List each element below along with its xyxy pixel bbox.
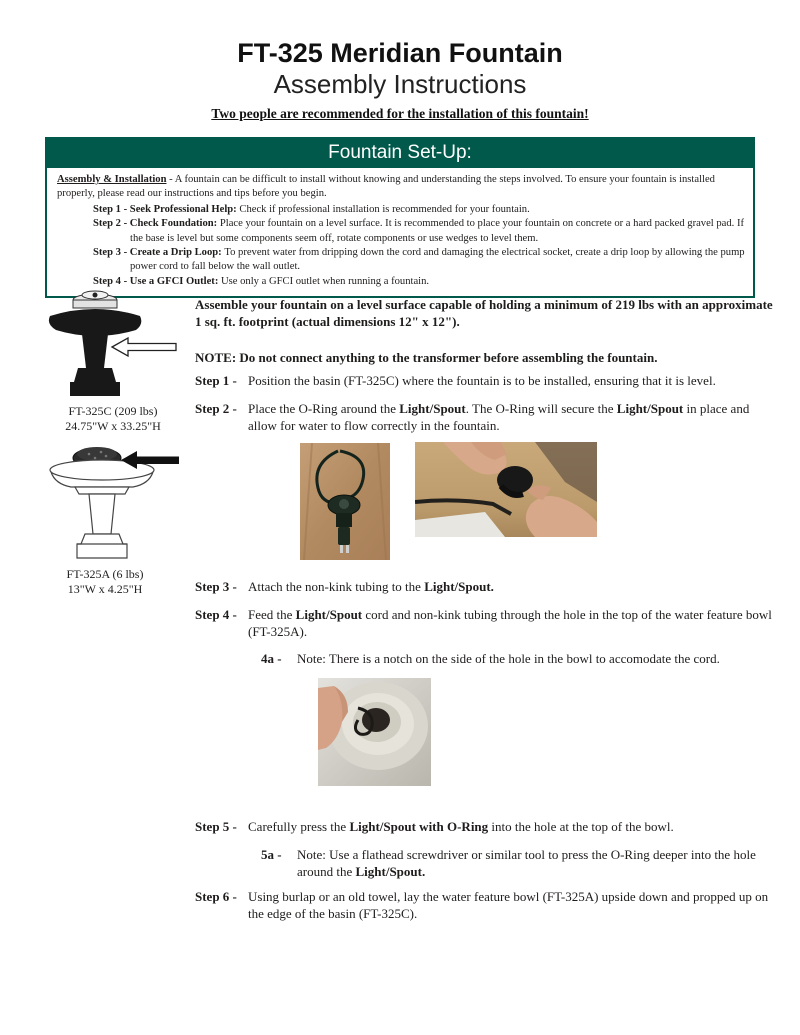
setup-step-2-name: Check Foundation: [129,218,220,230]
assembly-step-4a-text: Note: There is a notch on the side of the hole in the bowl to accomodate the cord. [297,651,720,666]
ft-325a-dimensions: 13"W x 4.25"H [67,581,143,596]
setup-box-body [47,168,753,296]
ft-325c-caption [38,404,188,433]
light-spout-cord-photo [300,443,390,560]
fountain-setup-box [45,137,755,298]
setup-intro-text: - A fountain can be difficult to install without knowing and understanding the steps involved. To ensure your fountain is installed properly, please read our instructions and tips before you begin. [57,174,715,200]
assembly-step-5a-label: 5a - [261,847,282,862]
document-header [0,38,800,122]
setup-step-4-name: Use a GFCI Outlet: [129,275,222,287]
tubing-attachment-photo [415,442,597,537]
assembly-step-3-text: Attach the non-kink tubing to the Light/Spout. [248,579,494,594]
setup-step-4-text: Use only a GFCI outlet when running a fountain. [221,275,430,287]
fountain-base-silhouette [70,368,120,396]
setup-step-3 [93,246,745,275]
ft-325c-dimensions: 24.75"W x 33.25"H [65,418,161,433]
surface-requirement-paragraph: Assemble your fountain on a level surface capable of holding a minimum of 219 lbs with an approximate 1 sq. ft. footprint (actual dimensions 12" x 12"). [195,297,773,329]
ft-325c-model-weight: FT-325C (209 lbs) [68,404,158,418]
assembly-step-5a-text: Note: Use a flathead screwdriver or similar tool to press the O-Ring deeper into the hole around the Light/Spout. [297,847,756,879]
ft-325c-fountain-illustration [48,290,188,404]
transformer-note: NOTE: Do not connect anything to the transformer before assembling the fountain. [195,350,658,365]
ft-325a-caption [25,567,185,596]
setup-step-1-label: Step 1 - [93,203,130,215]
setup-step-3-name: Create a Drip Loop: [129,247,225,259]
setup-intro-label: Assembly & Installation [57,174,167,185]
setup-step-1-text: Check if professional installation is recommended for your fountain. [239,203,530,215]
assembly-step-1-text: Position the basin (FT-325C) where the fountain is to be installed, ensuring that it is level. [248,373,716,388]
setup-step-2-text: Place your fountain on a level surface. It is recommended to place your fountain on concrete or a hard packed gravel pad. If the base is level but some components seem off, rotate components or use wedges to level them. [130,218,745,244]
ft-325a-bowl-illustration [45,442,185,566]
bowl-hole-photo [318,678,431,786]
setup-step-4-label: Step 4 - [93,275,130,287]
page-title: FT-325 Meridian Fountain [237,38,563,68]
setup-step-3-label: Step 3 - [93,247,130,259]
assembly-step-5-label: Step 5 - [195,819,237,834]
assembly-step-6-text: Using burlap or an old towel, lay the water feature bowl (FT-325A) upside down and propped up on the edge of the basin (FT-325C). [248,889,769,921]
setup-step-3-text: To prevent water from dripping down the cord and damaging the electrical socket, create a drip loop by allowing the pump power cord to fall below the wall outlet. [130,247,745,273]
assembly-step-6-label: Step 6 - [195,889,237,904]
left-arrow-outline-icon [112,338,176,356]
assembly-step-2-text: Place the O-Ring around the Light/Spout. The O-Ring will secure the Light/Spout in place and allow for water to flow correctly in the fountain. [248,401,750,433]
setup-step-2-label: Step 2 - [93,218,130,230]
assembly-step-4a-label: 4a - [261,651,282,666]
assembly-step-3 [195,578,781,595]
page-subtitle: Assembly Instructions [273,69,527,99]
fountain-pedestal-silhouette [82,334,108,368]
assembly-step-5-text: Carefully press the Light/Spout with O-Ring into the hole at the top of the bowl. [248,819,674,834]
setup-box-title: Fountain Set-Up: [47,139,753,168]
assembly-step-4 [195,606,781,640]
assembly-step-5 [195,818,781,835]
fountain-bowl-silhouette [49,309,141,336]
assembly-step-6 [195,888,781,922]
two-person-recommendation: Two people are recommended for the installation of this fountain! [211,106,589,121]
assembly-step-5a [261,846,781,880]
setup-step-1-name: Seek Professional Help: [129,203,240,215]
setup-intro [57,173,745,202]
light-spout-cap [73,291,117,308]
assembly-step-4-text: Feed the Light/Spout cord and non-kink tubing through the hole in the top of the water feature bowl (FT-325A). [248,607,772,639]
assembly-step-4-label: Step 4 - [195,607,237,622]
assembly-step-1-label: Step 1 - [195,373,237,388]
assembly-step-3-label: Step 3 - [195,579,237,594]
setup-step-2 [93,217,745,246]
setup-step-1 [93,203,745,217]
assembly-step-4a [261,650,781,667]
assembly-step-2 [195,400,781,434]
ft-325a-model-weight: FT-325A (6 lbs) [66,567,144,581]
basin-outline [50,460,154,558]
setup-step-4 [93,275,745,289]
assembly-step-2-label: Step 2 - [195,401,237,416]
assembly-step-1 [195,372,781,389]
